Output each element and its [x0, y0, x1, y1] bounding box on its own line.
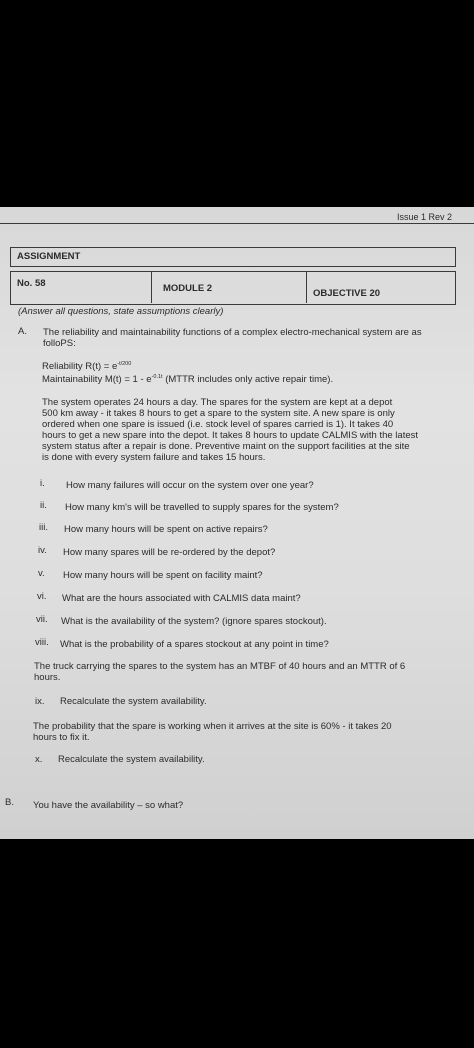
question-num: iv.	[38, 545, 47, 556]
question-num: x.	[35, 754, 43, 765]
section-a-intro	[43, 327, 422, 349]
assignment-sheet	[0, 207, 474, 839]
question-num: ix.	[35, 696, 45, 707]
question-text: How many hours will be spent on facility maint?	[63, 570, 263, 581]
section-b-text: You have the availability – so what?	[33, 800, 184, 811]
header-rule	[0, 223, 474, 224]
intro-line-2: folloPS:	[43, 338, 76, 349]
system-description	[42, 397, 418, 463]
para1-line: system status after a repair is done. Preventive maint on the support facilities at the site	[42, 441, 410, 452]
maintainability-text: Maintainability M(t) = 1 - e	[42, 374, 152, 385]
question-text: What are the hours associated with CALMIS data maint?	[62, 593, 301, 604]
question-text: Recalculate the system availability.	[60, 696, 207, 707]
assignment-header-box	[10, 247, 456, 267]
question-num: vii.	[36, 614, 48, 625]
question-num: iii.	[39, 522, 48, 533]
divider-2	[306, 271, 307, 303]
reliability-text: Reliability R(t) = e	[42, 361, 118, 372]
question-text: What is the availability of the system? (ignore spares stockout).	[61, 616, 327, 627]
intro-line-1: The reliability and maintainability functions of a complex electro-mechanical system are as	[43, 327, 422, 338]
question-text: How many hours will be spent on active repairs?	[64, 524, 268, 535]
question-num: i.	[40, 478, 45, 489]
para3-line: The probability that the spare is working when it arrives at the site is 60% - it takes 20	[33, 721, 392, 732]
para1-line: 500 km away - it takes 8 hours to get a spare to the system site. A new spare is only	[42, 408, 395, 419]
para3-line: hours to fix it.	[33, 732, 90, 743]
instruction: (Answer all questions, state assumptions clearly)	[18, 306, 224, 317]
question-text: How many spares will be re-ordered by the depot?	[63, 547, 276, 558]
question-text: What is the probability of a spares stockout at any point in time?	[60, 639, 329, 650]
divider-1	[151, 271, 152, 303]
para1-line: hours to get a new spare into the depot. It takes 8 hours to update CALMIS with the latest	[42, 430, 419, 441]
assignment-number: No. 58	[17, 278, 46, 289]
spare-paragraph	[33, 721, 392, 743]
para2-line: The truck carrying the spares to the system has an MTBF of 40 hours and an MTTR of 6	[34, 661, 406, 672]
reliability-formula	[42, 361, 131, 372]
maintainability-formula	[42, 374, 333, 385]
para1-line: The system operates 24 hours a day. The spares for the system are kept at a depot	[42, 397, 393, 408]
issue-label: Issue 1 Rev 2	[396, 212, 452, 222]
details-row	[10, 271, 456, 305]
question-num: vi.	[37, 591, 47, 602]
assignment-label: ASSIGNMENT	[17, 251, 81, 262]
question-num: ii.	[40, 500, 47, 511]
question-text: How many km's will be travelled to supply spares for the system?	[65, 502, 339, 513]
question-num: viii.	[35, 637, 49, 648]
module-label: MODULE 2	[163, 283, 213, 294]
para1-line: is done with every system failure and takes 15 hours.	[42, 452, 266, 463]
objective-label: OBJECTIVE 20	[313, 288, 381, 299]
question-text: Recalculate the system availability.	[58, 754, 205, 765]
maintainability-exponent: -0.1t	[151, 374, 163, 380]
truck-paragraph	[34, 661, 405, 683]
question-num: v.	[38, 568, 45, 579]
section-a-marker: A.	[18, 326, 27, 337]
maintainability-note: (MTTR includes only active repair time).	[162, 374, 334, 385]
section-b-marker: B.	[5, 797, 14, 808]
question-text: How many failures will occur on the system over one year?	[66, 480, 314, 491]
reliability-exponent: -t/200	[117, 361, 132, 367]
para1-line: ordered when one spare is issued (i.e. stock level of spares carried is 1). It takes 40	[42, 419, 394, 430]
para2-line: hours.	[34, 672, 61, 683]
